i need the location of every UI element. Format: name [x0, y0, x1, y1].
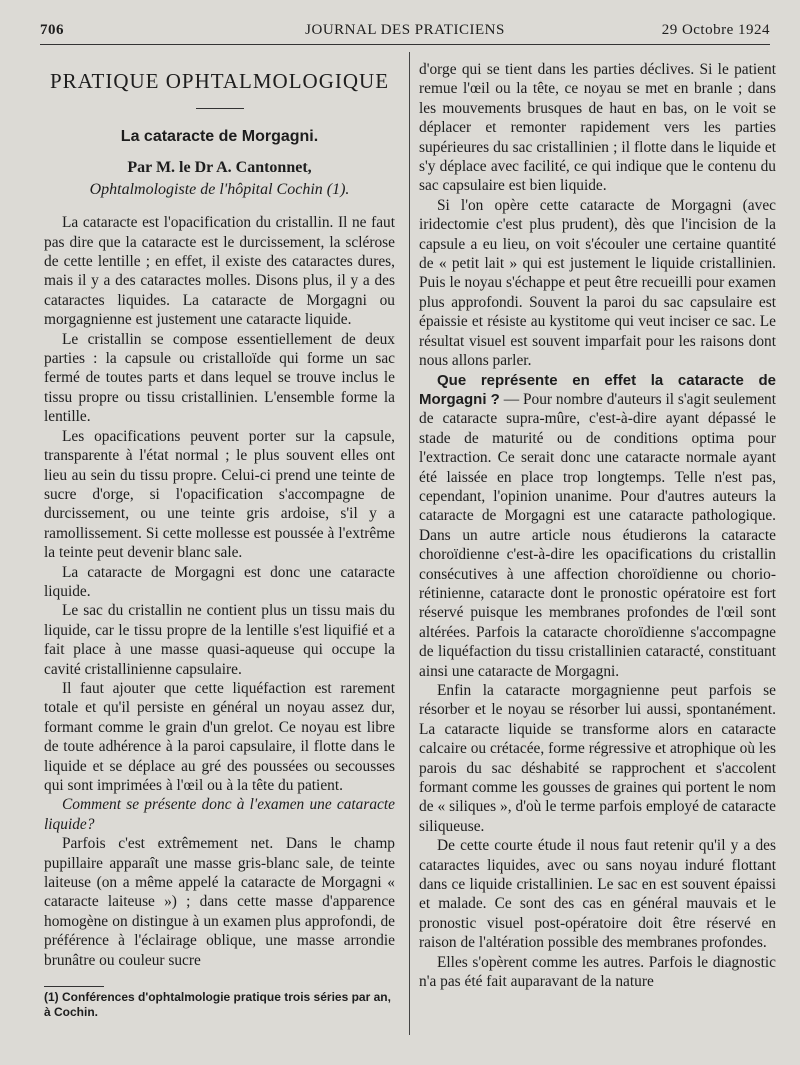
paragraph: La cataracte est l'opacification du cristallin. Il ne faut pas dire que la cataracte est le durcissement, la sclérose de cette lentille ; en effet, il existe des cataractes dures, mais il y a des cataractes molles. Disons plus, il y a des cataractes liquides. La cataracte de Morgagni ou morgagnienne est justement une cataracte liquide.	[44, 214, 395, 329]
page-number: 706	[40, 22, 64, 38]
section-rubrique: PRATIQUE OPHTALMOLOGIQUE	[49, 69, 390, 93]
column-divider	[409, 52, 410, 1035]
paragraph: d'orge qui se tient dans les parties déclives. Si le patient remue l'œil ou la tête, ce noyau se met en branle ; dans les mouvements brusques de haut en bas, on le voit se déplacer et remonter rapidement vers les parties supérieures du sac cristallinien ; il flotte dans le liquide et s'y déplace avec facilité, ce qui indique que le contenu du sac capsulaire est bien liquide.	[419, 61, 776, 195]
footnote: (1) Conférences d'ophtalmologie pratique trois séries par an, à Cochin.	[44, 990, 391, 1019]
paragraph: Il faut ajouter que cette liquéfaction est rarement totale et qu'il persiste en général un noyau assez dur, formant comme le grain d'un grelot. Ce noyau est libre de toute adhérence à la paroi capsulaire, il flotte dans le liquide et se déplace au gré des poussées ou secousses qui sont imprimées à l'œil ou à la tête du patient.	[44, 679, 395, 794]
subheading: Comment se présente donc à l'examen une cataracte liquide?	[44, 796, 395, 833]
left-column	[44, 58, 395, 970]
right-column	[419, 60, 776, 992]
paragraph: La cataracte de Morgagni est donc une cataracte liquide.	[44, 563, 395, 600]
article-byline: Par M. le Dr A. Cantonnet,	[127, 159, 312, 177]
paragraph: De cette courte étude il nous faut retenir qu'il y a des cataractes liquides, avec ou sans noyau induré flottant dans ce liquide cristallinien. Le sac en est souvent épaissi et malade. Ce sont des cas en général mauvais et le pronostic visuel post-opératoire doit être réservé en raison de l'altération possible des membranes profondes.	[419, 837, 776, 952]
section-heading: Que représente en effet la cataracte de Morgagni ?	[419, 371, 776, 408]
paragraph: Les opacifications peuvent porter sur la capsule, transparente à l'état normal ; le plus souvent elles ont lieu au sein du tissu propre. Celui-ci prend une teinte de sucre d'orge, si l'opacification s'accompagne de durcissement, ou une teinte gris ardoise, s'il y a ramollissement. Si cette mollesse est poussée à l'extrême la teinte peut devenir blanc sale.	[44, 427, 395, 562]
running-header	[40, 22, 770, 42]
title-rule	[196, 108, 244, 109]
paragraph: Parfois c'est extrêmement net. Dans le champ pupillaire apparaît une masse gris-blanc sale, de teinte laiteuse (on a même appelé la cataracte de Morgagni « cataracte laiteuse ») ; dans cette masse d'apparence homogène on distingue à un examen plus approfondi, de préférence à l'éclairage oblique, une masse arrondie brunâtre ou couleur sucre	[44, 835, 395, 969]
journal-title: JOURNAL DES PRATICIENS	[305, 22, 505, 38]
paragraph: Le sac du cristallin ne contient plus un tissu mais du liquide, car le tissu propre de la lentille s'est liquifié et a fait place à une masse quasi-aqueuse qui occupe la cavité cristallinienne capsulaire.	[44, 602, 395, 678]
paragraph: Si l'on opère cette cataracte de Morgagni (avec iridectomie c'est plus prudent), dès que l'incision de la capsule a eu lieu, on voit s'écouler une certaine quantité de « petit lait » qui est justement le liquide cristallinien. Puis le noyau s'échappe et peut être recueilli pour examen plus approfondi. Souvent la paroi du sac capsulaire est épaissie et résiste au kystitome qui veut inciser ce sac. Le résultat visuel est souvent imparfait pour les raisons dont nous allons parler.	[419, 196, 776, 370]
footnote-rule	[44, 986, 104, 987]
section-paragraph	[419, 371, 776, 682]
author-affiliation: Ophtalmologiste de l'hôpital Cochin (1).	[89, 180, 350, 198]
section-text: — Pour nombre d'auteurs il s'agit seulement de cataracte supra-mûre, c'est-à-dire ayant dépassé le stade de maturité ou de conditions optima pour l'extraction. Ce serait donc une cataracte normale ayant été laissée en place trop longtemps. Telle n'est pas, cependant, l'opinion unanime. Pour d'autres auteurs la cataracte de Morgagni est une cataracte pathologique. Dans un autre article nous étudierons la cataracte choroïdienne c'est-à-dire les opacifications du cristallin consécutives à une affection choroïdienne ou chorio-rétinienne, cataracte dont le pronostic opératoire est fort réservé puisque les membranes profondes de l'œil sont altérées. Parfois la cataracte choroïdienne s'accompagne de liquéfaction du tissu cristallinien cataracté, constituant ainsi une cataracte de Morgagni.	[419, 390, 776, 680]
article-title: La cataracte de Morgagni.	[120, 128, 319, 145]
paragraph: Elles s'opèrent comme les autres. Parfois le diagnostic n'a pas été fait auparavant de la nature	[419, 953, 776, 991]
header-rule	[40, 44, 770, 45]
issue-date: 29 Octobre 1924	[661, 22, 770, 38]
paragraph: Enfin la cataracte morgagnienne peut parfois se résorber et le noyau se résorber lui aussi, spontanément. La cataracte liquide se transforme alors en cataracte calcaire ou crétacée, forme régressive et atrophique où les parois du sac déshabité se rapprochent et s'accolent formant comme les gousses de graines qui portent le nom de « siliques », d'où le terme parfois employé de cataracte siliqueuse.	[419, 682, 776, 835]
paragraph: Le cristallin se compose essentiellement de deux parties : la capsule ou cristalloïde qui forme un sac fermé de toutes parts et dans lequel se trouve inclus le tissu propre ou tissu cristallinien. L'ensemble forme la lentille.	[44, 330, 395, 426]
